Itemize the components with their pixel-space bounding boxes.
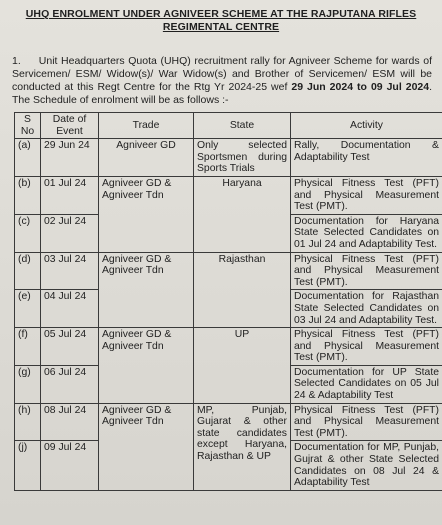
sno-cell: (h) <box>15 403 41 441</box>
date-from: 29 Jun 2024 <box>291 81 354 93</box>
activity-cell: Documentation for UP State Selected Candidates on 05 Jul 24 & Adaptability Test <box>291 365 442 403</box>
activity-cell: Physical Fitness Test (PFT) and Physical Measurement Test (PMT). <box>291 176 442 214</box>
activity-cell: Documentation for Rajasthan State Selected Candidates on 03 Jul 24 and Adaptability Test. <box>291 290 442 328</box>
header-trade: Trade <box>99 113 194 139</box>
date-cell: 09 Jul 24 <box>41 441 99 490</box>
title-line-2: REGIMENTAL CENTRE <box>162 21 280 33</box>
schedule-table <box>14 112 442 491</box>
trade-cell: Agniveer GD & Agniveer Tdn <box>99 403 194 490</box>
sno-cell: (e) <box>15 290 41 328</box>
activity-cell: Documentation for MP, Punjab, Gujrat & other State Selected Candidates on 08 Jul 24 & Adaptability Test <box>291 441 442 490</box>
state-cell: Rajasthan <box>194 252 291 328</box>
table-row <box>15 139 442 177</box>
date-cell: 03 Jul 24 <box>41 252 99 290</box>
sno-cell: (f) <box>15 328 41 366</box>
sno-cell: (c) <box>15 214 41 252</box>
header-date: Date of Event <box>41 113 99 139</box>
activity-cell: Documentation for Haryana State Selected Candidates on 01 Jul 24 and Adaptability Test. <box>291 214 442 252</box>
document-title <box>0 8 442 34</box>
sno-cell: (a) <box>15 139 41 177</box>
sno-cell: (j) <box>15 441 41 490</box>
para-number: 1. <box>12 55 21 67</box>
table-row <box>15 252 442 290</box>
state-cell: UP <box>194 328 291 404</box>
header-sno: S No <box>15 113 41 139</box>
header-state: State <box>194 113 291 139</box>
date-cell: 08 Jul 24 <box>41 403 99 441</box>
trade-cell: Agniveer GD & Agniveer Tdn <box>99 328 194 404</box>
date-to: 09 Jul 2024 <box>370 81 430 93</box>
header-activity: Activity <box>291 113 442 139</box>
date-cell: 01 Jul 24 <box>41 176 99 214</box>
sno-cell: (d) <box>15 252 41 290</box>
intro-paragraph <box>12 55 432 107</box>
activity-cell: Rally, Documentation & Adaptability Test <box>291 139 442 177</box>
state-cell: Only selected Sportsmen during Sports Trials <box>194 139 291 177</box>
to-word: to <box>357 81 367 93</box>
date-cell: 29 Jun 24 <box>41 139 99 177</box>
table-row <box>15 328 442 366</box>
title-line-1: UHQ ENROLMENT UNDER AGNIVEER SCHEME AT THE RAJPUTANA RIFLES <box>25 8 417 20</box>
state-cell: MP, Punjab, Gujarat & other state candidates except Haryana, Rajasthan & UP <box>194 403 291 490</box>
date-cell: 06 Jul 24 <box>41 365 99 403</box>
trade-cell: Agniveer GD & Agniveer Tdn <box>99 252 194 328</box>
activity-cell: Physical Fitness Test (PFT) and Physical Measurement Test (PMT). <box>291 403 442 441</box>
date-cell: 05 Jul 24 <box>41 328 99 366</box>
activity-cell: Physical Fitness Test (PFT) and Physical Measurement Test (PMT). <box>291 252 442 290</box>
table-header-row <box>15 113 442 139</box>
trade-cell: Agniveer GD & Agniveer Tdn <box>99 176 194 252</box>
sno-cell: (b) <box>15 176 41 214</box>
date-cell: 02 Jul 24 <box>41 214 99 252</box>
state-cell: Haryana <box>194 176 291 252</box>
intro-text-end: . The Schedule of enrolment will be as follows :- <box>12 81 433 106</box>
activity-cell: Physical Fitness Test (PFT) and Physical Measurement Test (PMT). <box>291 328 442 366</box>
trade-cell: Agniveer GD <box>99 139 194 177</box>
sno-cell: (g) <box>15 365 41 403</box>
intro-text: Unit Headquarters Quota (UHQ) recruitment rally for Agniveer Scheme for wards of Servicemen/ ESM/ Widow(s)/ War Widow(s) and Brother of Servicemen/ ESM will be conducted at this Regt Centre for the Rtg Yr 2024-25 wef <box>12 55 432 93</box>
date-cell: 04 Jul 24 <box>41 290 99 328</box>
table-row <box>15 403 442 441</box>
table-row <box>15 176 442 214</box>
